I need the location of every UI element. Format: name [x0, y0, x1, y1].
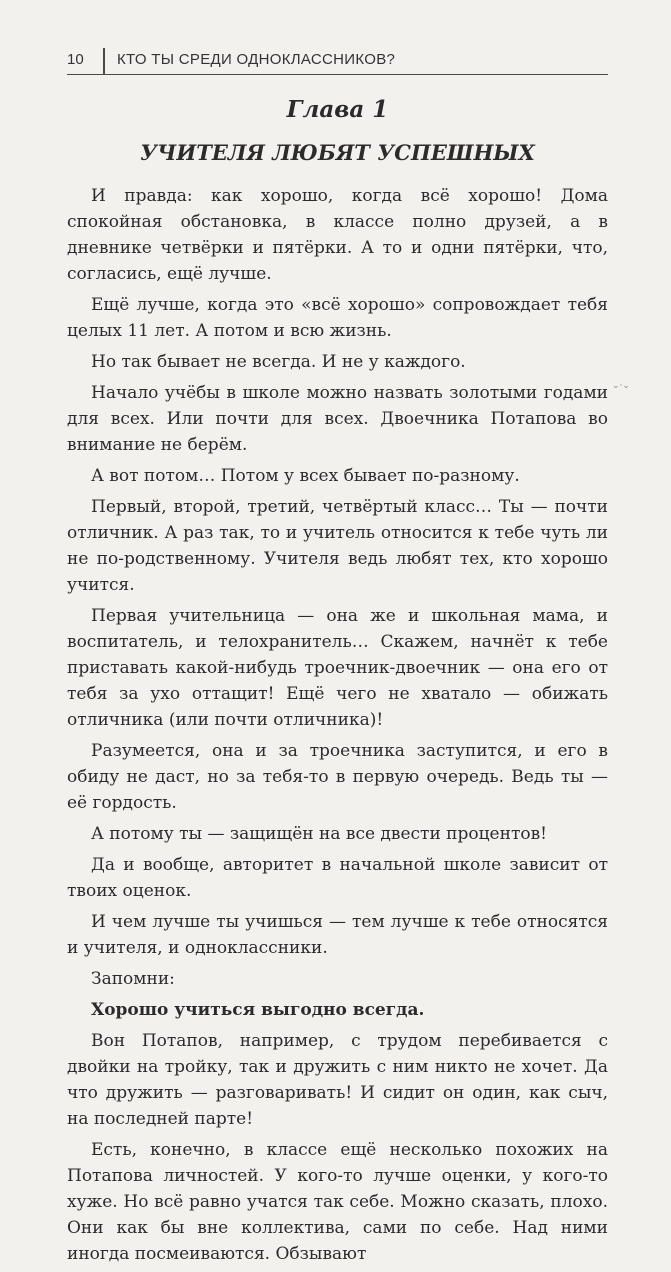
paragraph: Начало учёбы в школе можно назвать золотыми годами для всех. Или почти для всех. Двоечника Потапова во внимание не берём. — [67, 383, 608, 455]
paragraph: И чем лучше ты учишься — тем лучше к тебе относятся и учителя, и одноклассники. — [67, 912, 608, 958]
paragraph: Запомни: — [91, 969, 175, 989]
chapter-title: УЧИТЕЛЯ ЛЮБЯТ УСПЕШНЫХ — [140, 140, 535, 165]
paragraph: Да и вообще, авторитет в начальной школе зависит от твоих оценок. — [67, 855, 608, 901]
page-number: 10 — [67, 51, 84, 68]
paragraph: Разумеется, она и за троечника заступится, и его в обиду не даст, но за тебя-то в первую очередь. Ведь ты — её гордость. — [67, 741, 608, 813]
paragraph: Первая учительница — она же и школьная мама, и воспитатель, и телохранитель… Скажем, начнёт к тебе приставать какой-нибудь троечник-двоечник — она его от тебя за ухо оттащит! Ещё чего не хватало — обижать отличника (или почти отличника)! — [67, 606, 608, 730]
paragraph: А потому ты — защищён на все двести процентов! — [91, 824, 547, 844]
chapter-label: Глава 1 — [286, 96, 389, 123]
margin-mark: ⌄·⌄ — [612, 381, 630, 391]
paragraph: Первый, второй, третий, четвёртый класс… Ты — почти отличник. А раз так, то и учитель относится к тебе чуть ли не по-родственному. Учителя ведь любят тех, кто хорошо учится. — [67, 497, 608, 595]
paragraph: Но так бывает не всегда. И не у каждого. — [91, 352, 466, 372]
paragraph: А вот потом… Потом у всех бывает по-разному. — [91, 466, 520, 486]
running-header — [67, 48, 608, 75]
header-divider — [103, 48, 105, 74]
paragraph: Есть, конечно, в классе ещё несколько похожих на Потапова личностей. У кого-то лучше оценки, у кого-то хуже. Но всё равно учатся так себе. Можно сказать, плохо. Они как бы вне коллектива, сами по себе. Над ними иногда посмеиваются. Обзывают — [67, 1140, 608, 1264]
paragraph: Вон Потапов, например, с трудом перебивается с двойки на тройку, так и дружить с ним никто не хочет. Да что дружить — разговаривать! И сидит он один, как сыч, на последней парте! — [67, 1031, 608, 1129]
paragraph: Ещё лучше, когда это «всё хорошо» сопровождает тебя целых 11 лет. А потом и всю жизнь. — [67, 295, 608, 341]
running-title: КТО ТЫ СРЕДИ ОДНОКЛАССНИКОВ? — [117, 51, 396, 68]
body-text — [67, 183, 608, 1272]
paragraph: И правда: как хорошо, когда всё хорошо! Дома спокойная обстановка, в классе полно друзей, а в дневнике четвёрки и пятёрки. А то и одни пятёрки, что, согласись, ещё лучше. — [67, 186, 608, 284]
key-takeaway: Хорошо учиться выгодно всегда. — [91, 1000, 425, 1020]
